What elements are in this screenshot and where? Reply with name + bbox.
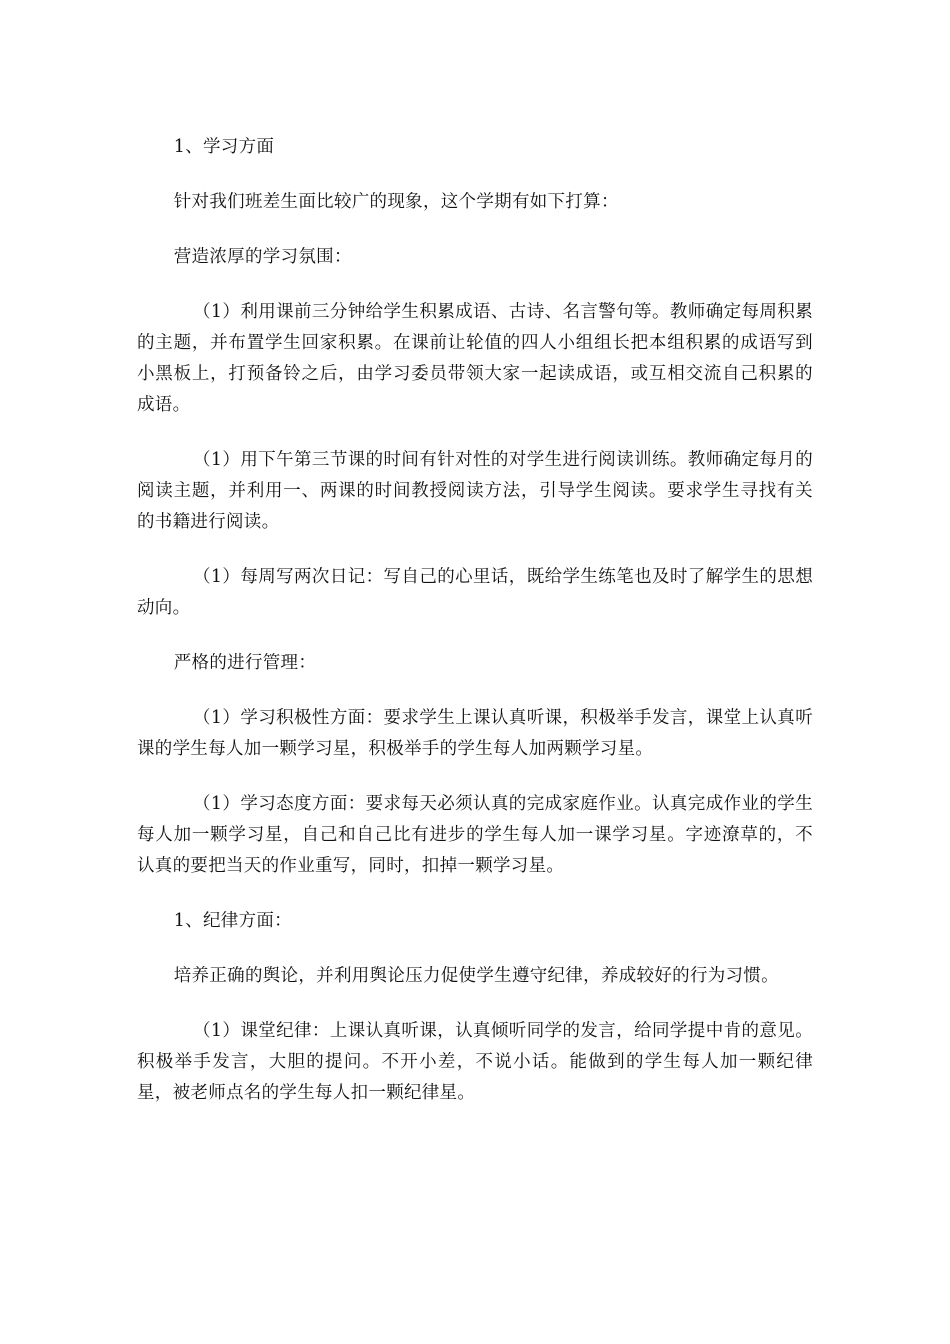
- document-body: [137, 132, 813, 1133]
- subheading-management: 严格的进行管理：: [173, 653, 317, 673]
- section-heading-discipline: 1、纪律方面：: [173, 911, 292, 931]
- item-reading-training: （1）用下午第三节课的时间有针对性的对学生进行阅读训练。教师确定每月的阅读主题，并利用一、两课的时间教授阅读方法，引导学生阅读。要求学生寻找有关的书籍进行阅读。: [137, 450, 813, 532]
- item-study-enthusiasm: （1）学习积极性方面：要求学生上课认真听课，积极举手发言，课堂上认真听课的学生每人加一颗学习星，积极举手的学生每人加两颗学习星。: [137, 708, 813, 759]
- item-idiom-accumulation: （1）利用课前三分钟给学生积累成语、古诗、名言警句等。教师确定每周积累的主题，并布置学生回家积累。在课前让轮值的四人小组组长把本组积累的成语写到小黑板上，打预备铃之后，由学习委员带领大家一起读成语，或互相交流自己积累的成语。: [137, 302, 813, 415]
- subheading-atmosphere: 营造浓厚的学习氛围：: [173, 247, 352, 267]
- item-classroom-discipline: （1）课堂纪律：上课认真听课，认真倾听同学的发言，给同学提中肯的意见。积极举手发言，大胆的提问。不开小差，不说小话。能做到的学生每人加一颗纪律星，被老师点名的学生每人扣一颗纪律星。: [137, 1021, 813, 1103]
- paragraph-plan-intro: 针对我们班差生面比较广的现象，这个学期有如下打算：: [173, 192, 619, 212]
- item-study-attitude: （1）学习态度方面：要求每天必须认真的完成家庭作业。认真完成作业的学生每人加一颗学习星，自己和自己比有进步的学生每人加一课学习星。字迹潦草的，不认真的要把当天的作业重写，同时，扣掉一颗学习星。: [137, 794, 813, 876]
- paragraph-public-opinion: 培养正确的舆论，并利用舆论压力促使学生遵守纪律，养成较好的行为习惯。: [173, 966, 779, 986]
- section-heading-study: 1、学习方面: [173, 137, 275, 157]
- item-diary: （1）每周写两次日记：写自己的心里话，既给学生练笔也及时了解学生的思想动向。: [137, 567, 813, 618]
